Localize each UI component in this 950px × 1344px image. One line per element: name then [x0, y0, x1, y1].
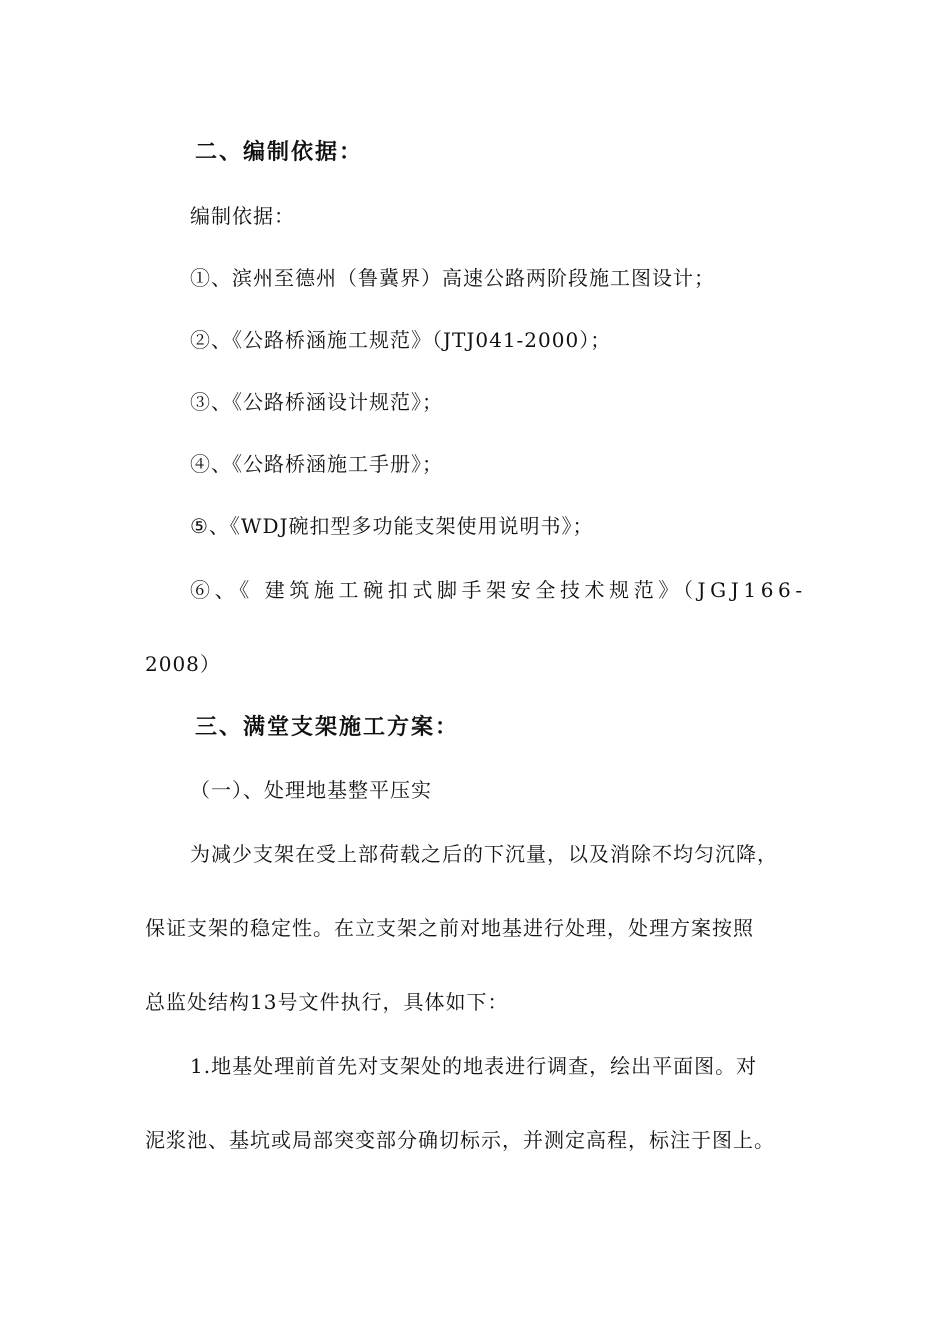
basis-item-1: ①、滨州至德州（鲁冀界）高速公路两阶段施工图设计；: [190, 266, 715, 290]
basis-item-6: ⑥、《 建筑施工碗扣式脚手架安全技术规范》（JGJ166-: [190, 578, 807, 602]
paragraph-1-line-1: 为减少支架在受上部荷载之后的下沉量，以及消除不均匀沉降，: [190, 842, 778, 866]
basis-item-6-continued: 2008）: [145, 652, 221, 676]
basis-item-3: ③、《公路桥涵设计规范》；: [190, 390, 443, 414]
basis-item-2: ②、《公路桥涵施工规范》（JTJ041-2000）；: [190, 328, 612, 352]
paragraph-2-line-1: 1.地基处理前首先对支架处的地表进行调查，绘出平面图。对: [190, 1054, 758, 1078]
paragraph-1-line-2: 保证支架的稳定性。在立支架之前对地基进行处理，处理方案按照: [145, 916, 754, 940]
basis-item-5: ⑤、《WDJ碗扣型多功能支架使用说明书》；: [190, 514, 594, 538]
paragraph-2-line-2: 泥浆池、基坑或局部突变部分确切标示，并测定高程，标注于图上。: [145, 1128, 775, 1152]
section-3-heading: 三、满堂支架施工方案：: [195, 714, 460, 740]
section-2-heading: 二、编制依据：: [195, 139, 364, 165]
basis-item-4: ④、《公路桥涵施工手册》；: [190, 452, 443, 476]
section-2-intro: 编制依据：: [190, 204, 295, 228]
subsection-1-heading: （一）、处理地基整平压实: [190, 778, 432, 802]
paragraph-1-line-3: 总监处结构13号文件执行，具体如下：: [145, 990, 509, 1014]
